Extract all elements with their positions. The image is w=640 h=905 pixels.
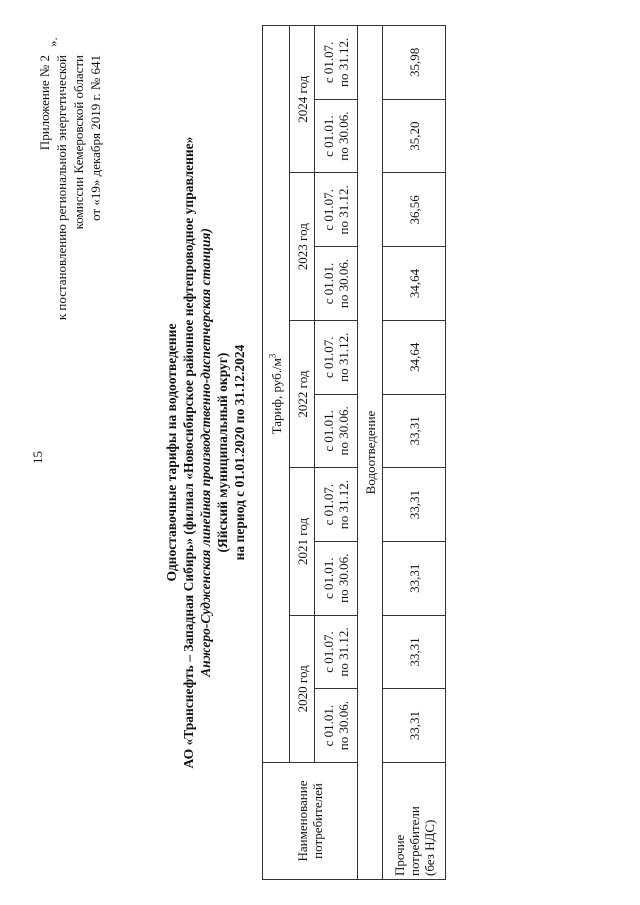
period-header (315, 468, 358, 542)
tariff-table (262, 25, 446, 880)
year-header: 2024 год (290, 26, 315, 174)
consumer-name-line: потребители (406, 806, 422, 876)
period-to: по 30.06. (336, 406, 351, 456)
appendix-line: комиссии Кемеровской области (71, 55, 86, 230)
section-label: Водоотведение (358, 26, 383, 880)
title-line: (Яйский муниципальный округ) (215, 352, 230, 553)
period-to: по 31.12. (336, 479, 351, 530)
tariff-value: 36,56 (383, 173, 446, 247)
period-from: с 01.07. (321, 336, 336, 378)
period-to: по 31.12. (336, 185, 351, 235)
period-from: с 01.07. (321, 189, 336, 231)
period-from: с 01.01. (321, 557, 336, 600)
table-row (383, 26, 446, 880)
period-to: по 30.06. (336, 258, 351, 309)
period-header (315, 320, 358, 394)
period-from: с 01.01. (321, 410, 336, 452)
tariff-value: 34,64 (383, 320, 446, 394)
period-header (315, 394, 358, 468)
consumer-name-line: (без НДС) (421, 819, 437, 876)
year-header: 2020 год (290, 615, 315, 762)
period-header-row (315, 26, 358, 880)
section-row (358, 26, 383, 880)
year-header: 2023 год (290, 173, 315, 320)
tariff-value: 35,20 (383, 99, 446, 173)
consumer-name-line: Прочие (391, 834, 407, 876)
consumer-name (383, 763, 446, 880)
document-title (163, 0, 248, 905)
period-header (315, 99, 358, 173)
period-to: по 31.12. (336, 37, 351, 88)
period-from: с 01.01. (321, 704, 336, 747)
tariff-value: 35,98 (383, 26, 446, 100)
tariff-value: 33,31 (383, 394, 446, 468)
tariff-value: 34,64 (383, 247, 446, 321)
page-number: 15 (30, 451, 45, 464)
appendix-line: от «19» декабря 2019 г. № 641 (88, 55, 103, 221)
title-line: Одноставочные тарифы на водоотведение (164, 323, 179, 582)
tariff-header-unit-power: 3 (267, 353, 278, 359)
period-header (315, 689, 358, 763)
tariff-header-text: Тариф, руб./м (268, 358, 284, 435)
period-from: с 01.07. (321, 483, 336, 526)
year-header: 2021 год (290, 468, 315, 615)
title-line: Анжеро-Судженская линейная производственно-диспетчерская станция) (198, 228, 213, 677)
period-from: с 01.07. (321, 631, 336, 673)
period-to: по 31.12. (336, 332, 351, 382)
tariff-header (263, 26, 290, 763)
tariff-value: 33,31 (383, 468, 446, 542)
appendix-line: к постановлению региональной энергетической (54, 55, 69, 321)
tariff-value: 33,31 (383, 541, 446, 615)
year-header: 2022 год (290, 320, 315, 467)
title-line: на период с 01.01.2020 по 31.12.2024 (232, 344, 247, 561)
period-header (315, 615, 358, 689)
title-line: АО «Транснефть – Западная Сибирь» (филиал «Новосибирское районное нефтепроводное управление» (181, 136, 196, 769)
period-header (315, 247, 358, 321)
period-from: с 01.01. (321, 115, 336, 157)
period-to: по 30.06. (336, 111, 351, 161)
consumer-column-header: Наименование потребителей (263, 763, 358, 880)
appendix-header (36, 55, 104, 435)
period-from: с 01.07. (321, 41, 336, 84)
tariff-value: 33,31 (383, 615, 446, 689)
year-header-row (290, 26, 315, 880)
appendix-line: Приложение № 2 (37, 55, 52, 151)
period-header (315, 173, 358, 247)
period-to: по 30.06. (336, 701, 351, 751)
table-header-row (263, 26, 290, 880)
period-from: с 01.01. (321, 262, 336, 305)
period-header (315, 541, 358, 615)
period-header (315, 26, 358, 100)
closing-quote-mark: ». (45, 37, 60, 47)
tariff-value: 33,31 (383, 689, 446, 763)
period-to: по 31.12. (336, 627, 351, 677)
period-to: по 30.06. (336, 553, 351, 603)
